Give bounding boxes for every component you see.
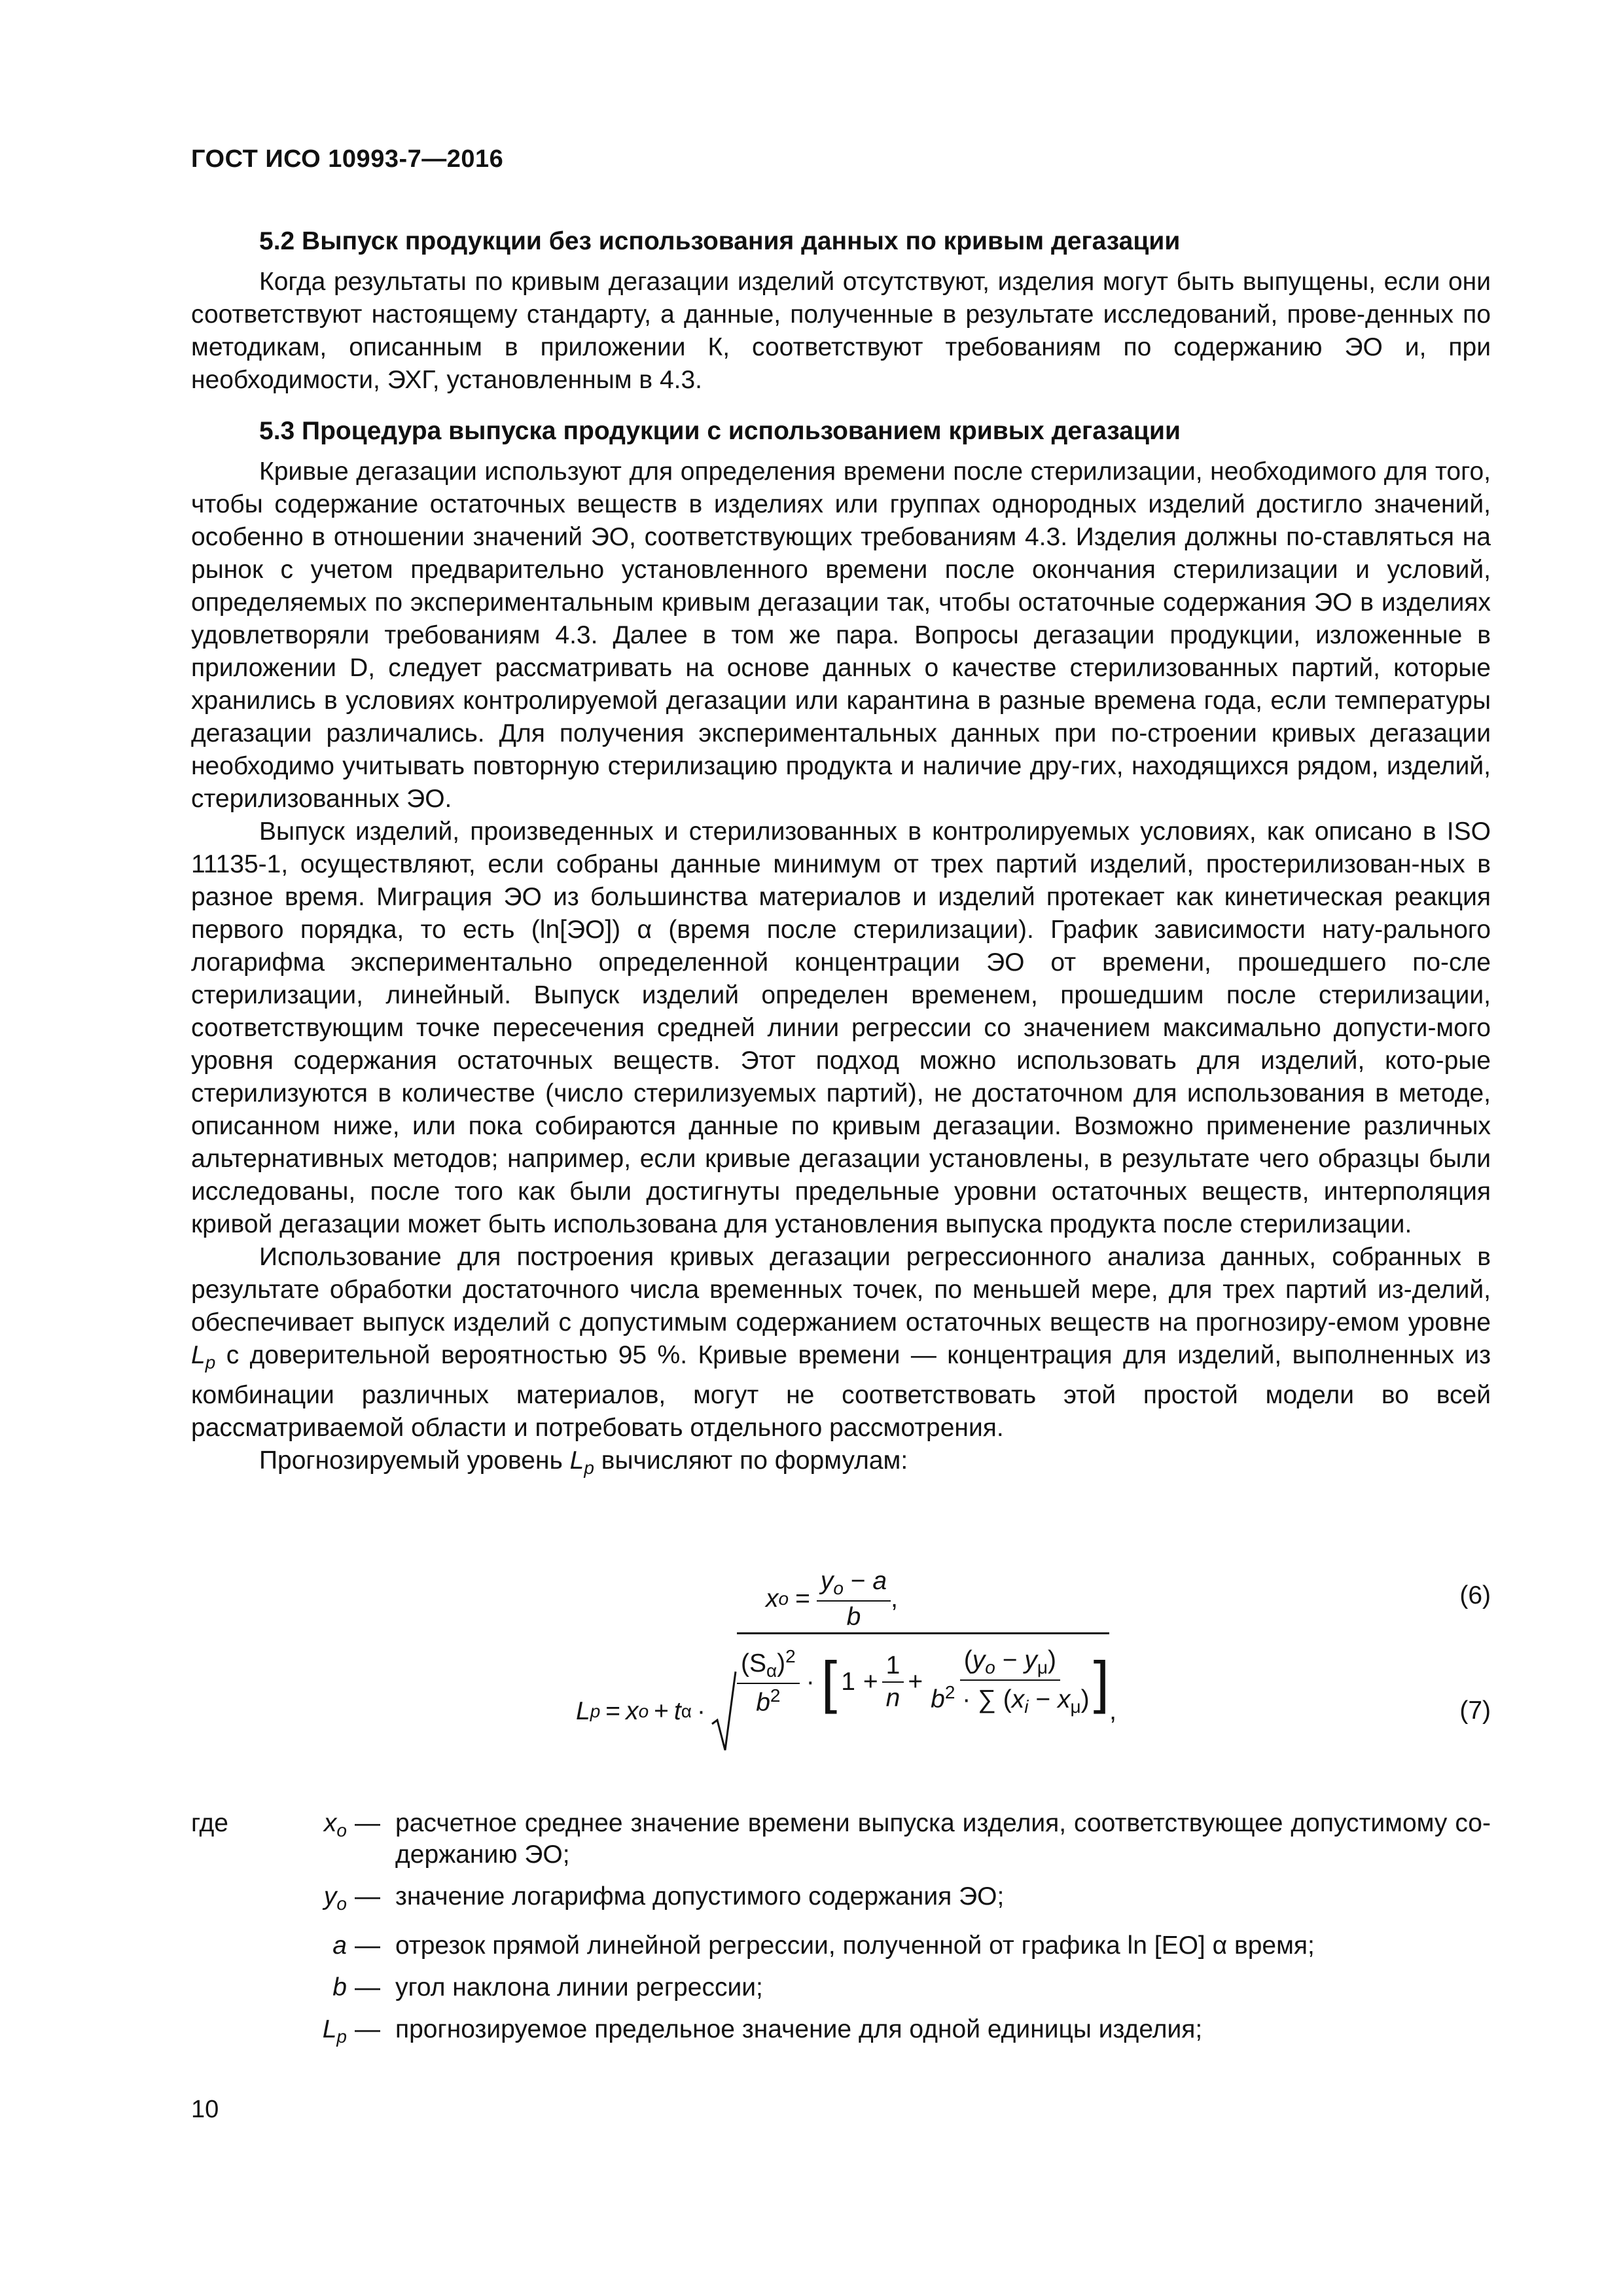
paragraph-text: вычисляют по формулам: (594, 1446, 908, 1475)
symbol-sub-p: p (590, 1701, 601, 1721)
paragraph-text: Использование для построения кривых дегазации регрессионного анализа данных, собранных в результате обработки достаточного числа временных точек, по меньшей мере, для трех партий из-делий, обеспечивает выпуск изделий с допустимым содержанием остаточных веществ на прогнозиру-емом уровне (191, 1243, 1491, 1336)
plus-sign: + (863, 1667, 878, 1696)
paragraph: Кривые дегазации используют для определения времени после стерилизации, необходимого для того, чтобы содержание остаточных веществ в изделиях или группах однородных изделий достигло значений, особенно в отношении значений ЭО, соответствующих требованиям 4.3. Изделия должны по-ставляться на рынок с учетом предварительно установленного времени после окончания стерилизации и условий, определяемых по экспериментальным кривым дегазации так, чтобы остаточные содержания ЭО в изделиях удовлетворяли требованиям 4.3. Далее в том же пара. Вопросы дегазации продукции, изложенные в приложении D, следует рассматривать на основе данных о качестве стерилизованных партий, которые хранились в условиях контролируемой дегазации или карантина в разные времена года, если температуры дегазации различались. Для получения экспериментальных данных при по-строении кривых дегазации необходимо учитывать повторную стерилизацию продукта и наличие дру-гих, находящихся рядом, изделий, стерилизованных ЭО. (191, 457, 1491, 813)
paragraph-text: с доверительной вероятностью 95 %. Кривые времени — концентрация для изделий, выполненных из комбинации различных материалов, могут не соответствовать этой простой модели во всей рассматриваемой области и потребовать отдельного рассмотрения. (191, 1341, 1491, 1442)
symbol-L: L (576, 1697, 590, 1725)
plus-sign: + (908, 1667, 923, 1696)
fraction: $\frac{(S_\alpha)^2}{b^2}$ (737, 1646, 800, 1717)
symbol-x: x (766, 1585, 779, 1613)
symbol: a (332, 1931, 347, 1960)
symbol-subscript: o (336, 1893, 347, 1914)
symbol-sub-o: o (833, 1577, 844, 1598)
symbol-x: x (626, 1697, 639, 1725)
equation-number-7: (7) (1459, 1696, 1491, 1725)
symbol-sub-alpha: α (681, 1701, 692, 1721)
symbol-sub-o: o (638, 1701, 649, 1721)
symbol-x: x (1011, 1685, 1025, 1713)
section-heading-5-3: 5.3 Процедура выпуска продукции с использованием кривых дегазации (259, 417, 1181, 445)
section-heading-5-2: 5.2 Выпуск продукции без использования данных по кривым дегазации (259, 227, 1181, 255)
paragraph: Выпуск изделий, произведенных и стерилизованных в контролируемых условиях, как описано в ISO 11135-1, осуществляют, если собраны данные минимум от трех партий изделий, простерилизован-ных в разное время. Миграция ЭО из большинства материалов и изделий протекает как кинетическая реакция первого порядка, то есть (ln[ЭО]) α (время после стерилизации). График зависимости нату-рального логарифма экспериментально определенной концентрации ЭО от времени, прошедшего по-сле стерилизации, линейный. Выпуск изделий определен временем, прошедшим после стерилизации, соответствующим точке пересечения средней линии регрессии со значением максимально допусти-мого уровня содержания остаточных веществ. Этот подход можно использовать для изделий, кото-рые стерилизуются в количестве (число стерилизуемых партий), не достаточном для использования в методе, описанном ниже, или пока собираются данные по кривым дегазации. Возможно применение различных альтернативных методов; например, если кривые дегазации установлены, в результате чего образцы были исследованы, после того как были достигнуты предельные уровни остаточных веществ, интерполяция кривой дегазации может быть использована для установления выпуска продукта после стерилизации. (191, 817, 1491, 1238)
symbol-a: a (872, 1566, 887, 1595)
equation-number-6: (6) (1459, 1581, 1491, 1609)
definition-item (191, 1881, 1491, 1920)
symbol-sub-alpha: α (766, 1660, 777, 1681)
symbol-b: b (756, 1689, 770, 1717)
symbol-L: L (191, 1341, 205, 1369)
symbol: y (323, 1882, 337, 1910)
symbol: L (322, 2015, 337, 2043)
dash: — (355, 1809, 380, 1837)
formula-6 (0, 1563, 1623, 1635)
symbol-L: L (569, 1446, 584, 1475)
document-header: ГОСТ ИСО 10993-7—2016 (191, 145, 504, 173)
symbol-y: y (972, 1646, 986, 1674)
definitions-list (191, 1808, 1491, 2063)
symbol-subscript: o (336, 1820, 347, 1840)
definition-text: отрезок прямой линейной регрессии, полученной от графика ln [EO] α время; (395, 1931, 1315, 1960)
bracket-close: ] (1093, 1649, 1110, 1714)
symbol-sub-o: o (778, 1588, 789, 1609)
definition-text: расчетное среднее значение времени выпуска изделия, соответствующее допустимому со-держанию ЭО; (395, 1809, 1491, 1869)
symbol-sub-mu: μ (1037, 1657, 1048, 1677)
definition-text: угол наклона линии регрессии; (395, 1973, 763, 2001)
fraction (817, 1567, 891, 1632)
definition-item (191, 1930, 1491, 1962)
page-number: 10 (191, 2096, 219, 2123)
sum-sign: ∑ (978, 1685, 996, 1713)
exponent-2: 2 (944, 1682, 955, 1702)
sqrt-body (737, 1632, 1109, 1717)
formula-7 (0, 1646, 1623, 1761)
definition-text: значение логарифма допустимого содержания ЭО; (395, 1882, 1005, 1910)
minus-sign: − (1035, 1685, 1051, 1713)
paragraph (191, 1444, 1491, 1484)
minus-sign: − (850, 1566, 866, 1595)
paragraph-text: Прогнозируемый уровень (259, 1446, 570, 1475)
symbol-n: n (885, 1683, 901, 1712)
definition-symbol (275, 2014, 355, 2053)
dash: — (355, 2015, 380, 2043)
exponent-2: 2 (770, 1685, 781, 1706)
body-text (191, 225, 1491, 1484)
exponent-2: 2 (785, 1646, 796, 1666)
symbol-sub-p: p (584, 1458, 594, 1478)
comma: , (1109, 1697, 1116, 1725)
dot-operator: · (696, 1697, 705, 1725)
dash: — (355, 1973, 380, 2001)
definition-item (191, 1808, 1491, 1871)
equals-sign: = (795, 1585, 810, 1613)
symbol-t: t (673, 1697, 681, 1725)
fraction (882, 1651, 904, 1713)
paragraph: Когда результаты по кривым дегазации изделий отсутствуют, изделия могут быть выпущены, если они соответствуют настоящему стандарту, а данные, полученные в результате исследований, прове-денных по методикам, описанным в приложении К, соответствуют требованиям по содержанию ЭО и, при необходимости, ЭХГ, установленным в 4.3. (191, 268, 1491, 394)
plus-sign: + (654, 1697, 669, 1725)
symbol: b (332, 1973, 347, 2001)
paragraph (191, 1241, 1491, 1444)
symbol-sub-o: o (985, 1657, 995, 1677)
symbol-sub-i: i (1024, 1696, 1029, 1717)
symbol-b: b (931, 1685, 945, 1713)
number-one: 1 (882, 1651, 904, 1683)
symbol-y: y (1024, 1646, 1037, 1674)
definition-item (191, 1972, 1491, 2003)
definition-symbol (275, 1930, 355, 1962)
definition-text: прогнозируемое предельное значение для одной единицы изделия; (395, 2015, 1203, 2043)
symbol-sub-mu: μ (1070, 1696, 1081, 1717)
definition-symbol (275, 1808, 355, 1871)
bracket-open: [ (821, 1649, 838, 1714)
fraction: $\frac{(y_o - y_\mu)}{b^2 \cdot \sum (x_i - x_\mu)}$ (931, 1646, 1090, 1717)
definition-symbol (275, 1972, 355, 2003)
symbol-y: y (820, 1566, 834, 1595)
symbol-sub-p: p (205, 1352, 216, 1372)
sqrt-icon (711, 1669, 737, 1754)
dash: — (355, 1931, 380, 1960)
comma: , (891, 1585, 898, 1613)
dot-operator: · (962, 1685, 971, 1713)
symbol-subscript: p (336, 2026, 347, 2047)
where-label: где (191, 1809, 228, 1837)
definition-symbol (275, 1881, 355, 1920)
symbol-x: x (1057, 1685, 1071, 1713)
symbol-S: S (749, 1649, 766, 1677)
minus-sign: − (1002, 1646, 1018, 1674)
symbol: x (323, 1809, 337, 1837)
dot-operator: · (806, 1667, 815, 1696)
symbol-b: b (846, 1602, 861, 1631)
definition-item (191, 2014, 1491, 2053)
dash: — (355, 1882, 380, 1910)
number-one: 1 (841, 1667, 855, 1696)
equals-sign: = (605, 1697, 621, 1725)
